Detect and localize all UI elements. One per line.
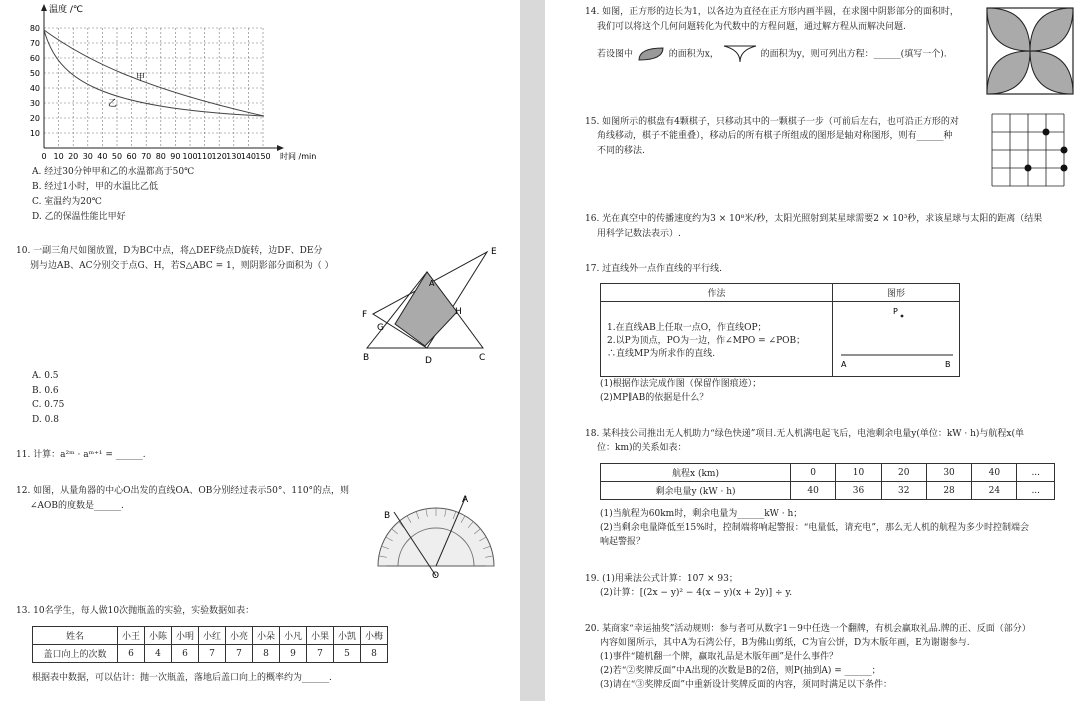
y-tick-label: 20	[29, 114, 40, 123]
table-cell: 40	[972, 464, 1017, 482]
x-tick-label: 150	[255, 152, 271, 161]
table-cell: 5	[334, 645, 361, 663]
table-cell: 7	[199, 645, 226, 663]
curve-a-label: 甲	[136, 73, 146, 83]
table-cell: 7	[307, 645, 334, 663]
q9-option-a: A. 经过30分钟甲和乙的水温都高于50℃	[32, 167, 195, 177]
label-b: B	[363, 353, 370, 363]
label-a: A	[462, 495, 469, 505]
label-h: H	[455, 307, 462, 317]
x-tick-label: 0	[41, 152, 47, 161]
table-cell: 20	[881, 464, 926, 482]
table-cell: 8	[253, 645, 280, 663]
table-header-cell: 小凯	[334, 627, 361, 645]
q18-sub1: (1)当航程为60km时，剩余电量为______kW · h；	[600, 509, 803, 519]
q14-equation-line: 若设图中 的面积为x， 的面积为y，则可列出方程：______(填写一个).	[597, 44, 947, 64]
x-tick-label: 70	[141, 152, 152, 161]
q12-line1: 12. 如图，从量角器的中心O出发的直线OA、OB分别经过表示50°、110°的点，则	[16, 486, 350, 496]
q9-option-c: C. 室温约为20℃	[32, 197, 102, 207]
q17-sub1: (1)根据作法完成作图（保留作图痕迹）；	[600, 379, 762, 389]
q13-table	[32, 626, 388, 663]
y-tick-label: 40	[29, 84, 40, 93]
table-header-cell: 小王	[118, 627, 145, 645]
table-cell: 28	[926, 482, 971, 500]
q14-line1: 14. 如图，正方形的边长为1，以各边为直径在正方形内画半圆，在求图中阴影部分的面积时，	[585, 7, 959, 17]
table-header-cell: 小亮	[226, 627, 253, 645]
label-d: D	[425, 356, 432, 366]
table-cell: 0	[791, 464, 836, 482]
x-tick-label: 60	[126, 152, 137, 161]
table-header-cell: 小凡	[280, 627, 307, 645]
table-header-cell: 小明	[172, 627, 199, 645]
label-o: O	[432, 571, 440, 581]
table-cell: 7	[226, 645, 253, 663]
q18-line1: 18. 某科技公司推出无人机助力“绿色快递”项目.无人机满电起飞后，电池剩余电量y(单位：kW · h)与航程x(单	[585, 429, 1025, 439]
q13-footer: 根据表中数据，可以估计：抛一次瓶盖，落地后盖口向上的概率约为______.	[32, 673, 332, 683]
q17-title: 17. 过直线外一点作直线的平行线.	[585, 264, 723, 274]
chess-piece	[1043, 129, 1050, 136]
curved-triangle-icon	[722, 44, 758, 64]
y-tick-label: 80	[29, 24, 40, 33]
triangle-figure	[355, 242, 515, 367]
label-e: E	[491, 247, 497, 257]
label-f: F	[362, 310, 368, 320]
q12-line2: ∠AOB的度数是______.	[30, 501, 124, 511]
q20-line3: (1)事件“随机翻一个牌，赢取礼品是木版年画”是什么事件？	[600, 652, 838, 662]
leaf-shape-icon	[636, 46, 666, 62]
table-header-cell: 小果	[307, 627, 334, 645]
q20-line2: 内容如图所示，其中A为石湾公仔，B为佛山剪纸，C为盲公饼，D为木版年画，E为谢谢参与.	[600, 638, 970, 648]
q13-intro: 13. 10名学生，每人做10次抛瓶盖的实验，实验数据如表：	[16, 606, 255, 616]
x-axis-label: 时间 /min	[280, 152, 317, 161]
q17-col1-header: 作法	[601, 284, 833, 302]
svg-text:B: B	[945, 360, 951, 369]
q18-sub2b: 响起警报？	[600, 537, 646, 547]
q18-line2: 位：km)的关系如表：	[597, 443, 687, 453]
q16-line2: 用科学记数法表示）.	[597, 229, 681, 239]
parallel-line-figure	[833, 303, 959, 375]
y-tick-label: 30	[29, 99, 40, 108]
chess-piece	[1061, 165, 1068, 172]
q17-col2-header: 图形	[833, 284, 960, 302]
q15-line2: 角线移动，棋子不能重叠），移动后的所有棋子所组成的图形是轴对称图形，则有______种	[597, 131, 953, 141]
right-page	[545, 0, 1080, 701]
table-cell: ...	[1017, 482, 1055, 500]
x-tick-label: 80	[155, 152, 166, 161]
protractor-figure	[370, 488, 505, 583]
table-cell: 10	[836, 464, 881, 482]
y-tick-label: 50	[29, 69, 40, 78]
q11-text: 11. 计算：a²ᵐ · aᵐ⁺¹ = ______.	[16, 450, 146, 460]
x-tick-label: 100	[182, 152, 198, 161]
table-cell: 24	[972, 482, 1017, 500]
temperature-chart	[18, 0, 338, 165]
q15-line1: 15. 如图所示的棋盘有4颗棋子，只移动其中的一颗棋子一步（可前后左右，也可沿正方形的对	[585, 117, 959, 127]
chessboard-figure	[991, 112, 1071, 192]
label-g: G	[377, 323, 384, 333]
q18-sub2: (2)当剩余电量降低至15%时，控制端将响起警报：“电量低，请充电”，那么无人机的航程为多少时控制端会	[600, 523, 1029, 533]
q10-option-c: C. 0.75	[32, 400, 65, 410]
x-tick-label: 110	[196, 152, 213, 161]
q19-line1: 19. (1)用乘法公式计算：107 × 93；	[585, 574, 738, 584]
q20-line4: (2)若“②奖牌反面”中A出现的次数是B的2倍，则P(抽到A) = ______；	[600, 666, 881, 676]
q16-line1: 16. 光在真空中的传播速度约为3 × 10⁸米/秒，太阳光照射到某星球需要2 × 10³秒，求该星球与太阳的距离（结果	[585, 214, 1043, 224]
q15-line3: 不同的移法.	[597, 146, 645, 156]
table-cell: ...	[1017, 464, 1055, 482]
label-a: A	[429, 279, 435, 288]
table-cell: 40	[791, 482, 836, 500]
table-row-label: 盖口向上的次数	[33, 645, 118, 663]
label-c: C	[479, 353, 486, 363]
table-header-cell: 小红	[199, 627, 226, 645]
left-page	[0, 0, 520, 701]
x-tick-label: 90	[170, 152, 181, 161]
table-cell: 32	[881, 482, 926, 500]
q14-line2: 我们可以将这个几何问题转化为代数中的方程问题，通过解方程从而解决问题.	[597, 22, 906, 32]
table-header-cell: 小梅	[361, 627, 388, 645]
q17-table	[600, 283, 960, 377]
x-tick-label: 20	[68, 152, 79, 161]
x-tick-label: 140	[240, 152, 257, 161]
x-tick-label: 10	[53, 152, 64, 161]
chess-piece	[1061, 147, 1068, 154]
x-tick-label: 120	[211, 152, 227, 161]
q17-sub2: (2)MP∥AB的依据是什么？	[600, 393, 709, 403]
q9-option-b: B. 经过1小时，甲的水温比乙低	[32, 182, 159, 192]
table-cell: 8	[361, 645, 388, 663]
shaded-region	[395, 272, 457, 346]
table-cell: 30	[926, 464, 971, 482]
x-tick-label: 50	[111, 152, 123, 161]
chess-piece	[1025, 165, 1032, 172]
label-b: B	[384, 511, 391, 521]
q10-line2: 别与边AB、AC分别交于点G、H，若S△ABC = 1，则阴影部分面积为（ ）	[30, 261, 334, 271]
table-cell: 36	[836, 482, 881, 500]
q10-option-a: A. 0.5	[32, 371, 59, 381]
q9-option-d: D. 乙的保温性能比甲好	[32, 212, 126, 222]
x-tick-label: 40	[97, 152, 108, 161]
y-tick-label: 60	[29, 54, 40, 63]
x-tick-label: 130	[226, 152, 242, 161]
y-tick-label: 10	[29, 129, 40, 138]
x-tick-label: 30	[82, 152, 93, 161]
curve-b-label: 乙	[108, 99, 118, 109]
y-tick-label: 70	[29, 39, 40, 48]
four-petal-square-figure	[985, 6, 1075, 96]
q17-figure-cell	[833, 302, 960, 377]
q10-line1: 10. 一副三角尺如图放置，D为BC中点，将△DEF绕点D旋转，边DF、DE分	[16, 246, 323, 256]
table-cell: 6	[172, 645, 199, 663]
q20-line1: 20. 某商家“幸运抽奖”活动规则：参与者可从数字1－9中任选一个翻牌，有机会赢取礼品.牌的正、反面（部分）	[585, 624, 1031, 634]
q19-line2: (2)计算：[(2x − y)² − 4(x − y)(x + 2y)] ÷ y.	[600, 588, 793, 598]
table-cell: 4	[145, 645, 172, 663]
svg-text:P: P	[893, 307, 898, 316]
y-axis-label: 温度 /℃	[49, 5, 84, 15]
q10-option-b: B. 0.6	[32, 386, 59, 396]
table-cell: 9	[280, 645, 307, 663]
q17-steps-cell: 1.在直线AB上任取一点O，作直线OP； 2.以P为顶点，PO为一边，作∠MPO = ∠POB； ∴直线MP为所求作的直线.	[601, 302, 833, 377]
table-cell: 6	[118, 645, 145, 663]
q20-line5: (3)请在“③奖牌反面”中重新设计奖牌反面的内容，须同时满足以下条件：	[600, 680, 892, 690]
table-header-cell: 小朵	[253, 627, 280, 645]
q10-option-d: D. 0.8	[32, 415, 59, 425]
svg-text:A: A	[841, 360, 847, 369]
table-header-cell: 小陈	[145, 627, 172, 645]
table-header-cell: 姓名	[33, 627, 118, 645]
q18-table: 航程x (km) 0 10 20 30 40 ... 剩余电量y (kW · h) 40 36 32 28 24 ...	[600, 463, 1055, 500]
